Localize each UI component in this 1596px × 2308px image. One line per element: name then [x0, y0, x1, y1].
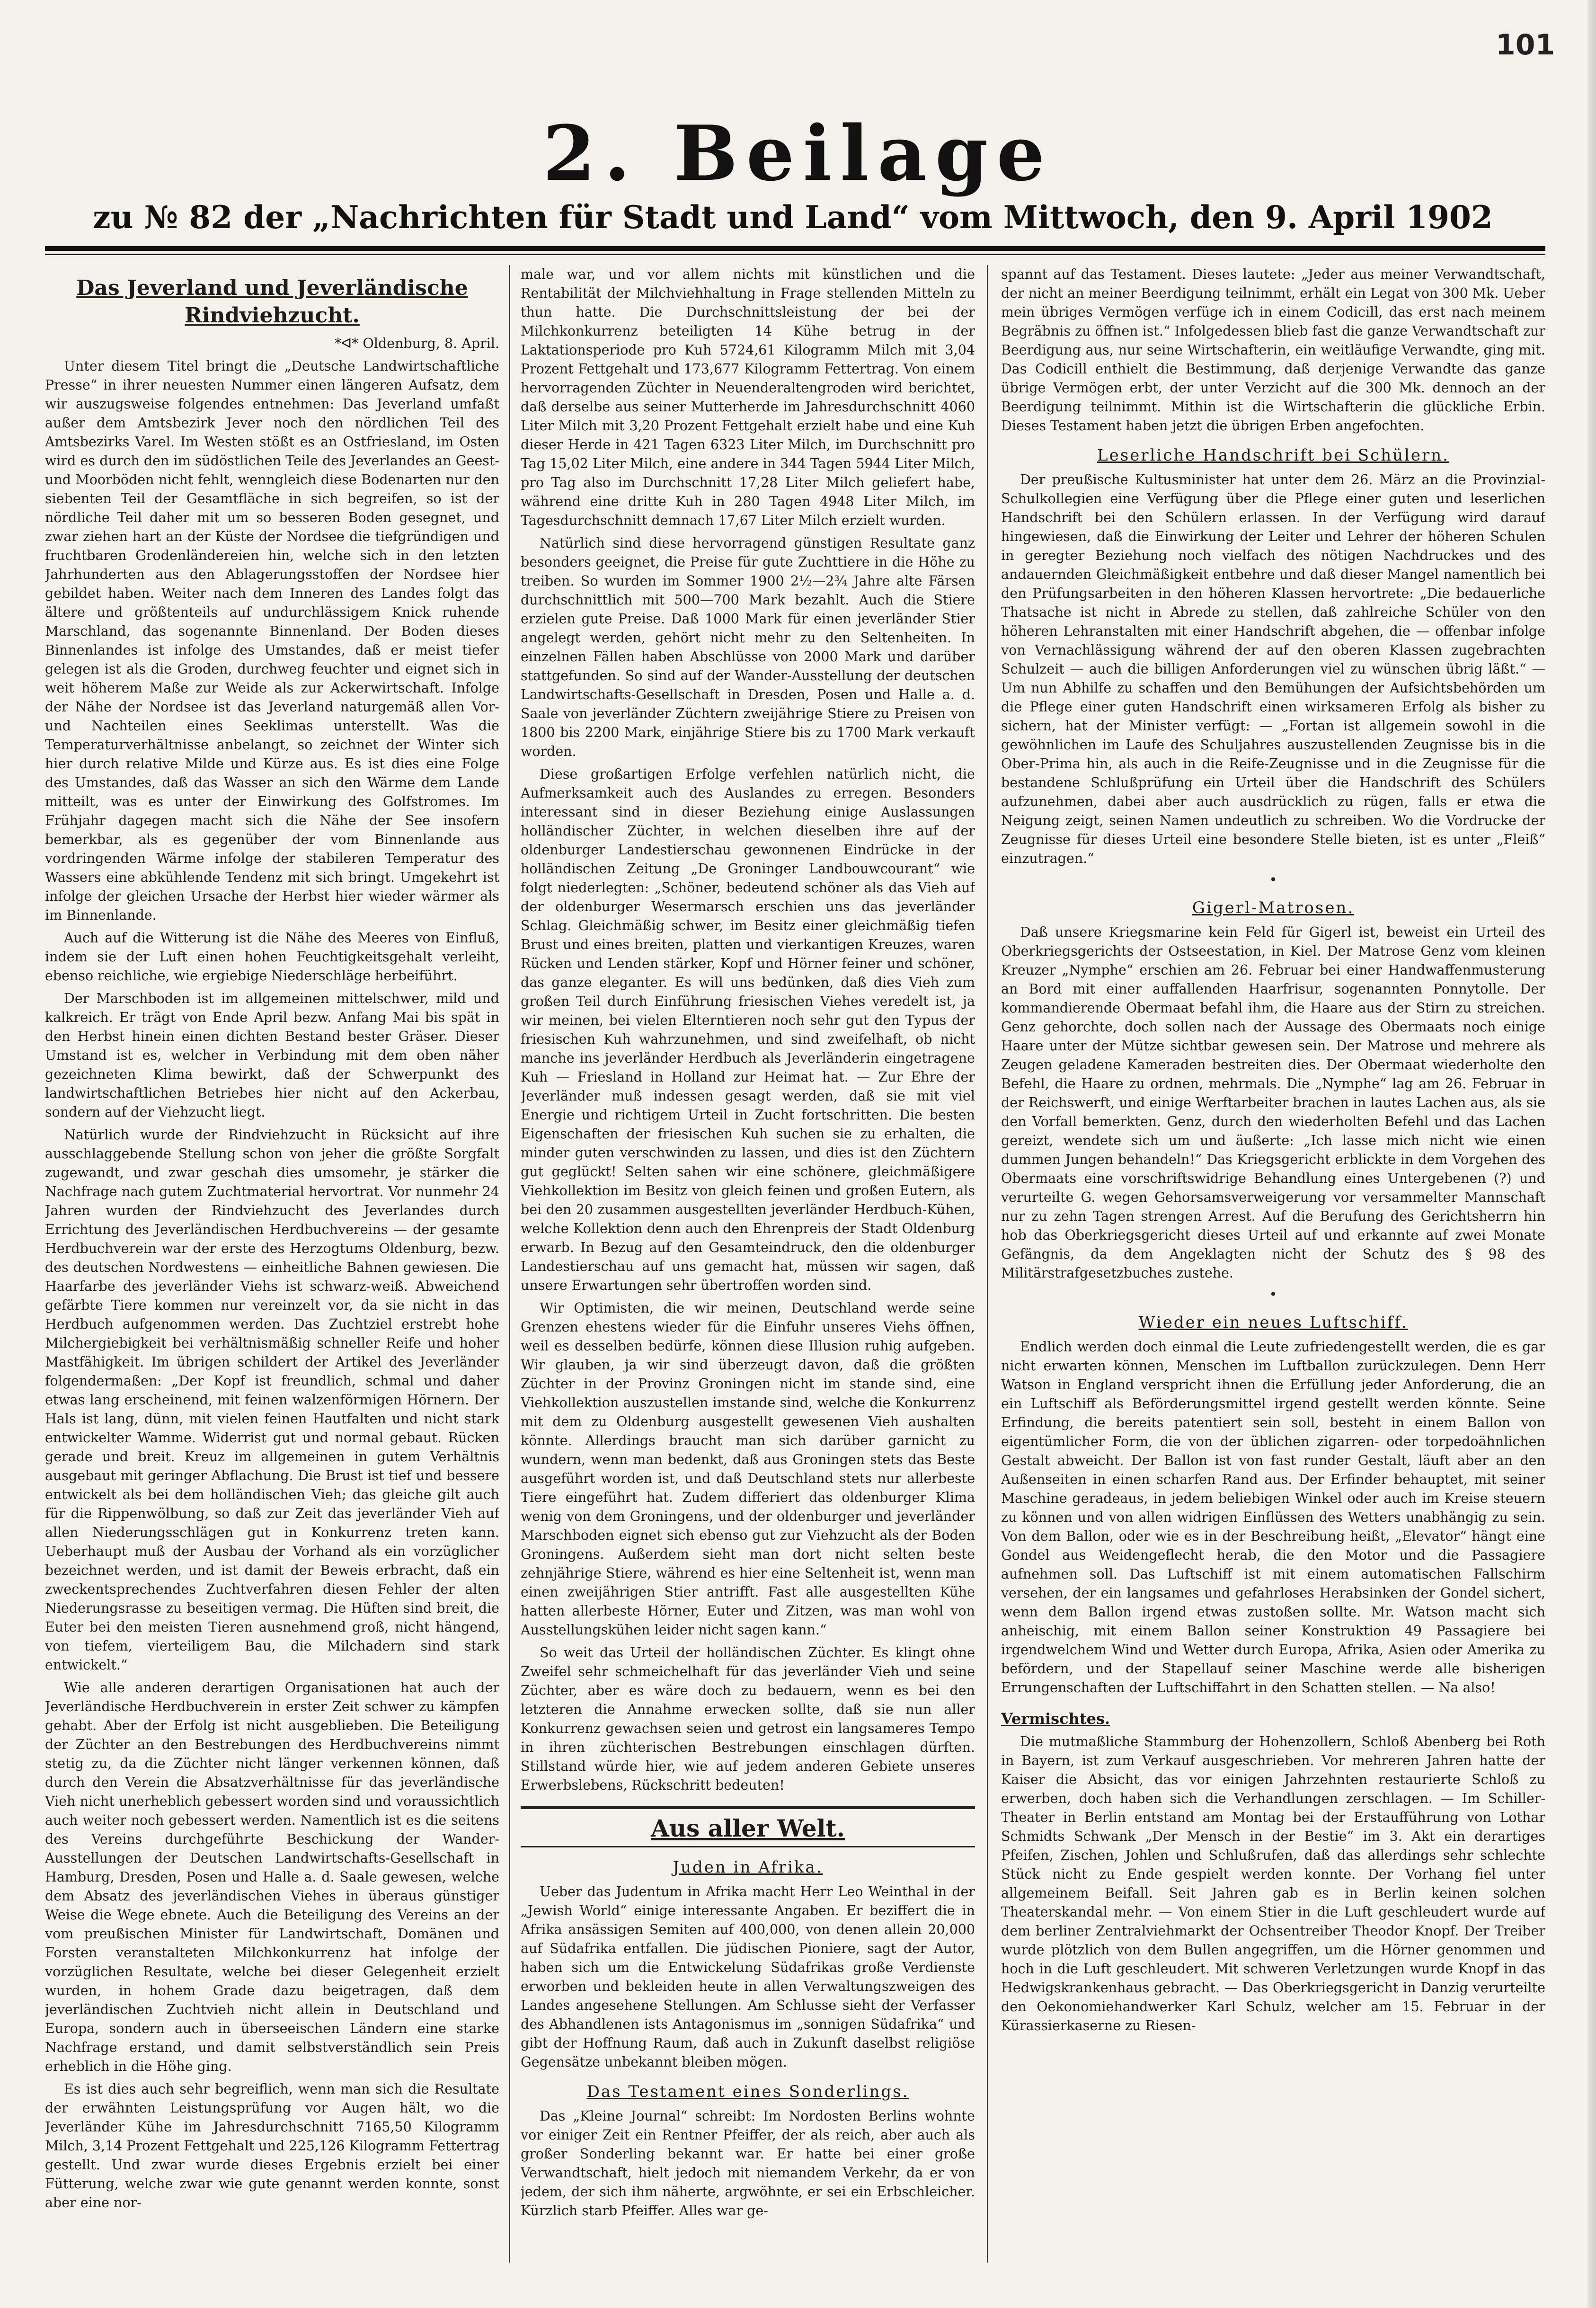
section-heading: Aus aller Welt. — [521, 1806, 975, 1847]
paragraph: Der Marschboden ist im allgemeinen mittelschwer, mild und kalkreich. Er trägt von Ende April bezw. Anfang Mai bis spät in den Herbst hinein einen dichten Bestand bester Gräser. Dieser Umstand ist es, welcher in Verbindung mit dem oben näher gezeichneten Klima bewirkt, daß der Schwerpunkt des landwirtschaftlichen Betriebes hier nicht auf den Ackerbau, sondern auf der Viehzucht liegt. — [45, 991, 499, 1120]
subsection-heading: Das Testament eines Sonderlings. — [586, 2082, 909, 2101]
column-3 — [1001, 265, 1545, 2263]
column-1 — [45, 265, 499, 2263]
article-heading: Das Jeverland und Jeverländische Rindviehzucht. — [76, 276, 468, 328]
subsection-heading: Leserliche Handschrift bei Schülern. — [1097, 446, 1449, 465]
paragraph: spannt auf das Testament. Dieses lautete: „Jeder aus meiner Verwandtschaft, der nicht an meiner Beerdigung teilnimmt, erhält ein Legat von 300 Mk. Ueber mein übriges Vermögen verfüge ich in einem Codicill, das erst nach meinem Begräbnis zu öffnen ist.“ Infolgedessen blieb fast die ganze Verwandtschaft zur Beerdigung aus, nur seine Wirtschafterin, ein weitläufige Verwandte, ging mit. Das Codicill enthielt die Bestimmung, daß derjenige Verwandte das ganze übrige Vermögen erbt, der unter Verzicht auf die 300 Mk. dennoch an der Beerdigung teilnimmt. Mithin ist die Wirtschafterin die glückliche Erbin. Dieses Testament haben jetzt die übrigen Erben angefochten. — [1001, 266, 1545, 434]
paragraph: So weit das Urteil der holländischen Züchter. Es klingt ohne Zweifel sehr schmeichelhaft für das jeverländer Vieh und seine Züchter, aber es wäre doch zu bedauern, wenn es bei den letzteren die Annahme erwecken sollte, daß sie nun aller Konkurrenz gewachsen seien und getrost ein langsameres Tempo in ihren züchterischen Bestrebungen einschlagen dürften. Stillstand würde hier, wie auf jedem anderen Gebiete unseres Erwerbslebens, Rückschritt bedeuten! — [521, 1645, 975, 1793]
paragraph: Daß unsere Kriegsmarine kein Feld für Gigerl ist, beweist ein Urteil des Oberkriegsgerichts der Ostseestation, in Kiel. Der Matrose Genz vom kleinen Kreuzer „Nymphe“ erschien am 26. Februar bei einer Handwaffenmusterung an Bord mit einer auffallenden Haarfrisur, sogenannten Ponnytolle. Der kommandierende Obermaat befahl ihm, die Haare aus der Stirn zu streichen. Genz gehorchte, doch sollen nach der Aussage des Obermaats noch einige Haare unter der Mütze sichtbar gewesen sein. Der Matrose und mehrere als Zeugen geladene Kameraden bestreiten dies. Der Obermaat wiederholte den Befehl, die Haare zu ordnen, mehrmals. Die „Nymphe“ lag am 26. Februar in der Reichswerft, und einige Werftarbeiter brachen in lautes Lachen aus, als sie den Vorfall bemerkten. Genz, durch den wiederholten Befehl und das Lachen gereizt, wendete sich um und äußerte: „Ich lasse mich nicht wie einen dummen Jungen behandeln!“ Das Kriegsgericht erblickte in dem Vorgehen des Obermaats eine vorschriftswidrige Behandlung eines Untergebenen (?) und verurteilte G. wegen Gehorsamsverweigerung vor versammelter Mannschaft nur zu zehn Tagen strengen Arrest. Auf die Berufung des Gerichtsherrn hin hob das Oberkriegsgericht dieses Urteil auf und erkannte auf zwei Monate Gefängnis, da dem Angeklagten nicht der Schutz des § 98 des Militärstrafgesetzbuches zustehe. — [1001, 924, 1545, 1281]
column-divider — [509, 265, 510, 2263]
paragraph: Es ist dies auch sehr begreiflich, wenn man sich die Resultate der erwähnten Leistungsprüfung vor Augen hält, wo die Jeverländer Kühe im Jahresdurchschnitt 7165,50 Kilogramm Milch, 3,14 Prozent Fettgehalt und 225,126 Kilogramm Fettertrag gestellt. Und zwar wurde dieses Ergebnis erzielt bei einer Fütterung, welche zwar wie gute genannt werden konnte, sonst aber eine nor- — [45, 2081, 499, 2210]
masthead-subtitle: zu № 82 der „Nachrichten für Stadt und Land“ vom Mittwoch, den 9. April 1902 — [93, 199, 1493, 236]
paragraph: Der preußische Kultusminister hat unter dem 26. März an die Provinzial-Schulkollegien eine Verfügung über die Pflege einer guten und leserlichen Handschrift bei den Schülern erlassen. In der Verfügung wird darauf hingewiesen, daß die Einwirkung der Leiter und Lehrer der höheren Schulen in geregter Beziehung noch vielfach des nötigen Nachdruckes und des andauernden Gleichmäßigkeit entbehre und daß dieser Mangel namentlich bei den Prüfungsarbeiten in den höheren Klassen hervortrete: „Die bedauerliche Thatsache ist nicht in Abrede zu stellen, daß zahlreiche Schüler von den höheren Lehranstalten mit einer Handschrift abgehen, die — offenbar infolge von Vernachlässigung während der auf den oberen Klassen zugebrachten Schulzeit — auch die billigen Anforderungen viel zu wünschen übrig läßt.“ — Um nun Abhilfe zu schaffen und den Bemühungen der Aufsichtsbehörden um die Pflege einer guten Handschrift einen wirksameren Erfolg als bisher zu sichern, hat der Minister verfügt: — „Fortan ist allgemein sowohl in die gewöhnlichen im Laufe des Schuljahres auszustellenden Zeugnisse bis in die Ober-Prima hin, als auch in die Reife-Zeugnisse und in die Zeugnisse für die bestandene Schlußprüfung ein Urteil über die Handschrift des Schülers aufzunehmen, dabei aber auch ausdrücklich zu rügen, falls er etwa die Neigung zeigt, seinen Namen undeutlich zu schreiben. Wo die Vordrucke der Zeugnisse für dieses Urteil eine besondere Stelle bieten, ist es unter „Fleiß“ einzutragen.“ — [1001, 472, 1545, 866]
paragraph: Das „Kleine Journal“ schreibt: Im Nordosten Berlins wohnte vor einiger Zeit ein Rentner Pfeiffer, der als reich, aber auch als großer Sonderling bekannt war. Er hatte bei einer große Verwandtschaft, hielt jedoch mit niemandem Verkehr, da er von jedem, der sich ihm näherte, argwöhnte, er sei ein Erbschleicher. Kürzlich starb Pfeiffer. Alles war ge- — [521, 2108, 975, 2219]
paragraph: Ueber das Judentum in Afrika macht Herr Leo Weinthal in der „Jewish World“ einige interessante Angaben. Er beziffert die in Afrika ansässigen Semiten auf 400,000, von denen allein 20,000 auf Südafrika entfallen. Die jüdischen Pioniere, sagt der Autor, haben sich um die Entwickelung Südafrikas große Verdienste erworben und bekleiden heute in allen Verwaltungszweigen des Landes angesehene Stellungen. Am Schlusse sieht der Verfasser des Abhandlenen ists Antagonismus im „sonnigen Südafrika“ und gibt der Hoffnung Raum, daß auch in Zukunft daselbst religiöse Gegensätze unbekannt bleiben mögen. — [521, 1884, 975, 2070]
paragraph: Wie alle anderen derartigen Organisationen hat auch der Jeverländische Herdbuchverein in erster Zeit schwer zu kämpfen gehabt. Aber der Erfolg ist nicht ausgeblieben. Die Beteiligung der Züchter an den Bestrebungen des Herdbuchvereins nimmt stetig zu, da die Züchter nicht länger verkennen können, daß durch den Verein die Absatzverhältnisse für das jeverländische Vieh nicht unerheblich gebessert worden sind und voraussichtlich auch weiter noch gebessert werden. Namentlich ist es die seitens des Vereins durchgeführte Beschickung der Wander-Ausstellungen der Deutschen Landwirtschafts-Gesellschaft in Hamburg, Dresden, Posen und Halle a. d. Saale gewesen, welche dem Absatz des jeverländischen Viehes in überaus günstiger Weise die Wege ebnete. Auch die Beteiligung des Vereins an der vom preußischen Minister für Landwirtschaft, Domänen und Forsten veranstalteten Milchkonkurrenz hat infolge der vorzüglichen Resultate, welche bei dieser Gelegenheit erzielt wurden, in hohem Grade dazu beigetragen, daß dem jeverländischen Zuchtvieh nicht allein in Deutschland und Europa, sondern auch in überseeischen Ländern eine starke Nachfrage erstand, und damit selbstverständlich sein Preis erheblich in die Höhe ging. — [45, 1680, 499, 2074]
paragraph: Natürlich sind diese hervorragend günstigen Resultate ganz besonders geeignet, die Preise für gute Zuchttiere in die Höhe zu treiben. So wurden im Sommer 1900 2½—2¾ Jahre alte Färsen durchschnittlich mit 500—700 Mark bezahlt. Auch die Stiere erzielen gute Preise. Daß 1000 Mark für einen jeverländer Stier angelegt werden, gehört nicht mehr zu den Seltenheiten. In einzelnen Fällen haben Abschlüsse von 2000 Mark und darüber stattgefunden. So sind auf der Wander-Ausstellung der deutschen Landwirtschafts-Gesellschaft in Dresden, Posen und Halle a. d. Saale von jeverländer Züchtern zweijährige Stiere zu Preisen von 1800 bis 2200 Mark, einjährige Stiere bis zu 1700 Mark verkauft worden. — [521, 535, 975, 759]
paragraph: Endlich werden doch einmal die Leute zufriedengestellt werden, die es gar nicht erwarten können, Menschen im Luftballon zurückzulegen. Denn Herr Watson in England verspricht ihnen die Erfüllung jeder Anforderung, die an ein Luftschiff als Beförderungsmittel irgend gestellt werden könnte. Seine Erfindung, die bereits patentiert sein soll, besteht in einem Ballon von eigentümlicher Form, die von der üblichen zigarren- oder torpedoähnlichen Gestalt abweicht. Der Ballon ist von fast runder Gestalt, läuft aber an den Außenseiten in einen scharfen Rand aus. Der Erfinder behauptet, mit seiner Maschine geradeaus, in jedem beliebigen Winkel oder auch im Kreise steuern zu können und von allen widrigen Einflüssen des Wetters unabhängig zu sein. Von dem Ballon, oder wie es in der Beschreibung heißt, „Elevator“ hängt eine Gondel aus Weidengeflecht herab, die den Motor und die Passagiere aufnehmen soll. Das Luftschiff ist mit einem automatischen Fallschirm versehen, der ein langsames und gefahrloses Herabsinken der Gondel sichert, wenn dem Ballon irgend etwas zustoßen sollte. Mr. Watson macht sich anheischig, mit einem Ballon seiner Konstruktion 49 Passagiere bei irgendwelchem Wind und Wetter durch Europa, Afrika, Asien oder Amerika zu befördern, und der Stapellauf seiner Maschine werde alle bisherigen Errungenschaften der Luftschiffahrt in den Schatten stellen. — Na also! — [1001, 1339, 1545, 1695]
paragraph: Wir Optimisten, die wir meinen, Deutschland werde seine Grenzen ehestens wieder für die Einfuhr unseres Viehs öffnen, weil es desselben bedürfe, können diese Illusion ruhig aufgeben. Wir glauben, ja wir sind überzeugt davon, daß die größten Züchter in der Provinz Groningen nicht im stande sind, eine Viehkollektion auszustellen imstande sind, welche die Konkurrenz mit dem zu Oldenburg ausgestellt gewesenen Vieh aushalten könnte. Allerdings braucht man sich darüber garnicht zu wundern, wenn man bedenkt, daß aus Groningen stets das Beste ausgeführt worden ist, und daß Deutschland stets nur allerbeste Tiere eingeführt hat. Zudem differiert das oldenburger Klima wenig von dem Groningens, und der oldenburger und jeverländer Marschboden eignet sich ebenso gut zur Viehzucht als der Boden Groningens. Außerdem sieht man dort nicht selten beste zehnjährige Stiere, während es hier eine Seltenheit ist, wenn man einen zweijährigen Stier antrifft. Fast alle ausgestellten Kühe hatten allerbeste Hörner, Euter und Zitzen, was man wohl von Ausstellungskühen leider nicht sagen kann.“ — [521, 1300, 975, 1638]
section-heading: Vermischtes. — [1001, 1710, 1110, 1728]
page-edge — [1587, 0, 1596, 2308]
paragraph: Auch auf die Witterung ist die Nähe des Meeres von Einfluß, indem sie der Luft einen hohen Feuchtigkeitsgehalt verleiht, ebenso reichliche, wie ergiebige Niederschläge herbeiführt. — [45, 930, 499, 984]
page-number: 101 — [1496, 28, 1555, 62]
separator-mark: • — [1269, 872, 1277, 888]
subsection-heading: Gigerl-Matrosen. — [1192, 898, 1355, 917]
paragraph: Diese großartigen Erfolge verfehlen natürlich nicht, die Aufmerksamkeit auch des Auslandes zu erregen. Besonders interessant sind in dieser Beziehung einige Auslassungen holländischer Züchter, in welchen dieselben ihre auf der oldenburger Landestierschau gewonnenen Eindrücke in der holländischen Zeitung „De Groninger Landbouwcourant“ wie folgt niederlegten: „Schöner, bedeutend schöner als das Vieh auf der oldenburger Wesermarsch erschien uns das jeverländer Schlag. Gleichmäßig schwer, im Besitz einer gleichmäßig tiefen Brust und eines breiten, platten und vierkantigen Kreuzes, waren Rücken und Lenden stärker, Kopf und Hörner feiner und schöner, das ganze eleganter. Es will uns bedünken, daß dies Vieh zum großen Teil durch Einführung friesischen Viehes veredelt ist, ja wir meinen, bei vielen Elterntieren noch sehr gut den Typus der friesischen Kuh wahrzunehmen, und sind zweifelhaft, ob nicht manche ins jeverländer Herdbuch als Jeverländerin eingetragene Kuh — Friesland in Holland zur Heimat hat. — Zur Ehre der Jeverländer muß indessen gesagt werden, daß sie mit viel Energie und richtigem Urteil in Zucht fortschritten. Die besten Eigenschaften der friesischen Kuh suchen sie zu erhalten, die minder guten verschwinden zu lassen, und dies ist den Züchtern gut geglückt! Selten sahen wir eine schönere, gleichmäßigere Viehkollektion im Besitz von gleich feinen und großen Eutern, als bei den 20 zusammen ausgestellten jeverländer Herdbuch-Kühen, welche Kollektion denn auch den Ehrenpreis der Stadt Oldenburg erwarb. In Bezug auf den Gesamteindruck, den die oldenburger Landestierschau auf uns gemacht hat, müssen wir sagen, daß unsere Erwartungen sehr übertroffen worden sind. — [521, 766, 975, 1293]
masthead-rule — [45, 246, 1545, 255]
masthead-title: 2. Beilage — [542, 109, 1054, 198]
column-divider — [987, 265, 988, 2263]
column-2 — [521, 265, 975, 2263]
separator-mark: • — [1269, 1287, 1277, 1302]
subsection-heading: Juden in Afrika. — [673, 1858, 823, 1877]
paragraph: Natürlich wurde der Rindviehzucht in Rücksicht auf ihre ausschlaggebende Stellung schon von jeher die größte Sorgfalt zugewandt, und zwar geschah dies umsomehr, je stärker die Nachfrage nach gutem Zuchtmaterial hervortrat. Vor nunmehr 24 Jahren wurden der Rindviehzucht des Jeverlandes durch Errichtung des Jeverländischen Herdbuchvereins — der gesamte Herdbuchverein war der erste des Herzogtums Oldenburg, bezw. des deutschen Nordwestens — einheitliche Bahnen gewiesen. Die Haarfarbe des jeverländer Viehs ist schwarz-weiß. Abweichend gefärbte Tiere kommen nur vereinzelt vor, da sie nicht in das Herdbuch aufgenommen werden. Das Zuchtziel erstrebt hohe Milchergiebigkeit bei verhältnismäßig schneller Reife und hoher Mastfähigkeit. Im übrigen schildert der Artikel des Jeverländer folgendermaßen: „Der Kopf ist freundlich, schmal und daher etwas lang erscheinend, mit feinen walzenförmigen Hörnern. Der Hals ist lang, dünn, mit vielen feinen Hautfalten und nicht stark entwickelter Wamme. Widerrist gut und normal gebaut. Rücken gerade und breit. Kreuz im allgemeinen in gutem Verhältnis ausgebaut mit geringer Abflachung. Die Brust ist tief und bessere entwickelt als bei dem holländischen Vieh; das gleiche gilt auch für die Rippenwölbung, so daß zur Zeit das jeverländer Vieh auf allen Niederungsschlägen gut in Konkurrenz treten kann. Ueberhaupt muß der Ausbau der Vorhand als ein vorzüglicher bezeichnet werden, und ist damit der Beweis erbracht, daß ein zweckentsprechendes Zuchtverfahren diesen Fehler der alten Niederungsrasse zu beseitigen vermag. Die Hüften sind breit, die Euter bei den meisten Tieren ausnehmend groß, nicht hängend, von tiefem, vierteiligem Bau, die Milchadern sind stark entwickelt.“ — [45, 1127, 499, 1673]
paragraph: male war, und vor allem nichts mit künstlichen und die Rentabilität der Milchviehhaltung in Frage stellenden Mitteln zu thun hatte. Die Durchschnittsleistung der bei der Milchkonkurrenz beteiligten 14 Kühe betrug in der Laktationsperiode pro Kuh 5724,61 Kilogramm Milch mit 3,04 Prozent Fettgehalt und 173,677 Kilogramm Fettertrag. Von einem hervorragenden Züchter in Neuenderaltengroden wird berichtet, daß derselbe aus seiner Mutterherde im Jahresdurchschnitt 4060 Liter Milch mit 3,20 Prozent Fettgehalt erzielt habe und eine Kuh dieser Herde in 421 Tagen 6323 Liter Milch, im Durchschnitt pro Tag 15,02 Liter Milch, eine andere in 344 Tagen 5944 Liter Milch, pro Tag also im Durchschnitt 17,28 Liter Milch geliefert habe, während eine dritte Kuh in 280 Tagen 4948 Liter Milch, im Tagesdurchschnitt demnach 17,67 Liter Milch erzielt wurden. — [521, 266, 975, 528]
paragraph: Unter diesem Titel bringt die „Deutsche Landwirtschaftliche Presse“ in ihrer neuesten Nummer einen längeren Aufsatz, dem wir auszugsweise folgendes entnehmen: Das Jeverland umfaßt außer dem Amtsbezirk Jever noch den nördlichen Teil des Amtsbezirks Varel. Im Westen stößt es an Ostfriesland, im Osten wird es durch den im südöstlichen Teile des Jeverlandes an Geest- und Moorböden nicht fehlt, wenngleich diese Bodenarten nur den siebenten Teil der Gesamtfläche in sich begreifen, so ist der nördliche Teil daher mit um so besseren Boden gesegnet, und zwar ziehen hart an der Küste der Nordsee die tiefgründigen und fruchtbaren Grodenländereien hin, welche sich in den letzten Jahrhunderten aus den Ablagerungsstoffen der Nordsee hier gebildet haben. Weiter nach dem Inneren des Landes folgt das ältere und größtenteils auf undurchlässigem Knick ruhende Marschland, das sogenannte Binnenland. Der Boden dieses Binnenlandes ist infolge des Umstandes, daß er meist tiefer gelegen ist als die Groden, durchweg feuchter und eignet sich in weit höherem Maße zur Weide als zur Ackerwirtschaft. Infolge der Nähe der Nordsee ist das Jeverland naturgemäß allen Vor- und Nachteilen eines Seeklimas unterstellt. Was die Temperaturverhältnisse anbelangt, so zeichnet der Winter sich hier durch relative Milde und Kürze aus. Es ist dies eine Folge des Umstandes, daß das Wasser an sich den Wärme dem Lande mitteilt, was es unter der Einwirkung des Golfstromes. Im Frühjahr dagegen macht sich die Nähe der See insofern bemerkbar, als es gegenüber der vom Binnenlande aus vordringenden Wärme infolge der stabileren Temperatur des Wassers eine abkühlende Tendenz mit sich bringt. Umgekehrt ist infolge der gleichen Ursache der Herbst hier wieder wärmer als im Binnenlande. — [45, 358, 499, 923]
subsection-heading: Wieder ein neues Luftschiff. — [1138, 1313, 1408, 1332]
dateline: *ᐊ* Oldenburg, 8. April. — [335, 336, 499, 351]
paragraph: Die mutmaßliche Stammburg der Hohenzollern, Schloß Abenberg bei Roth in Bayern, ist zum Verkauf ausgeschrieben. Vor mehreren Jahren hatte der Kaiser die Absicht, das vor einigen Jahrzehnten restaurierte Schloß zu erwerben, doch haben sich die Verhandlungen zerschlagen. — Im Schiller-Theater in Berlin entstand am Montag bei der Erstaufführung von Lothar Schmidts Schwank „Der Mensch in der Bestie“ im 3. Akt ein derartiges Pfeifen, Zischen, Johlen und Schlußrufen, daß das allerdings sehr schlechte Stück nicht zu Ende gespielt werden konnte. Der Vorhang fiel unter allgemeinem Beifall. Seit Jahren gab es in Berlin keinen solchen Theaterskandal mehr. — Von einem Stier in die Luft geschleudert wurde auf dem berliner Zentralviehmarkt der Ochsentreiber Theodor Knopf. Der Treiber wurde plötzlich von dem Bullen angegriffen, um die Hörner genommen und hoch in die Luft geschleudert. Mit schweren Verletzungen wurde Knopf in das Hedwigskrankenhaus gebracht. — Das Oberkriegsgericht in Danzig verurteilte den Oekonomiehandwerker Karl Schulz, welcher am 15. Februar in der Kürassierkaserne zu Riesen- — [1001, 1734, 1545, 2033]
